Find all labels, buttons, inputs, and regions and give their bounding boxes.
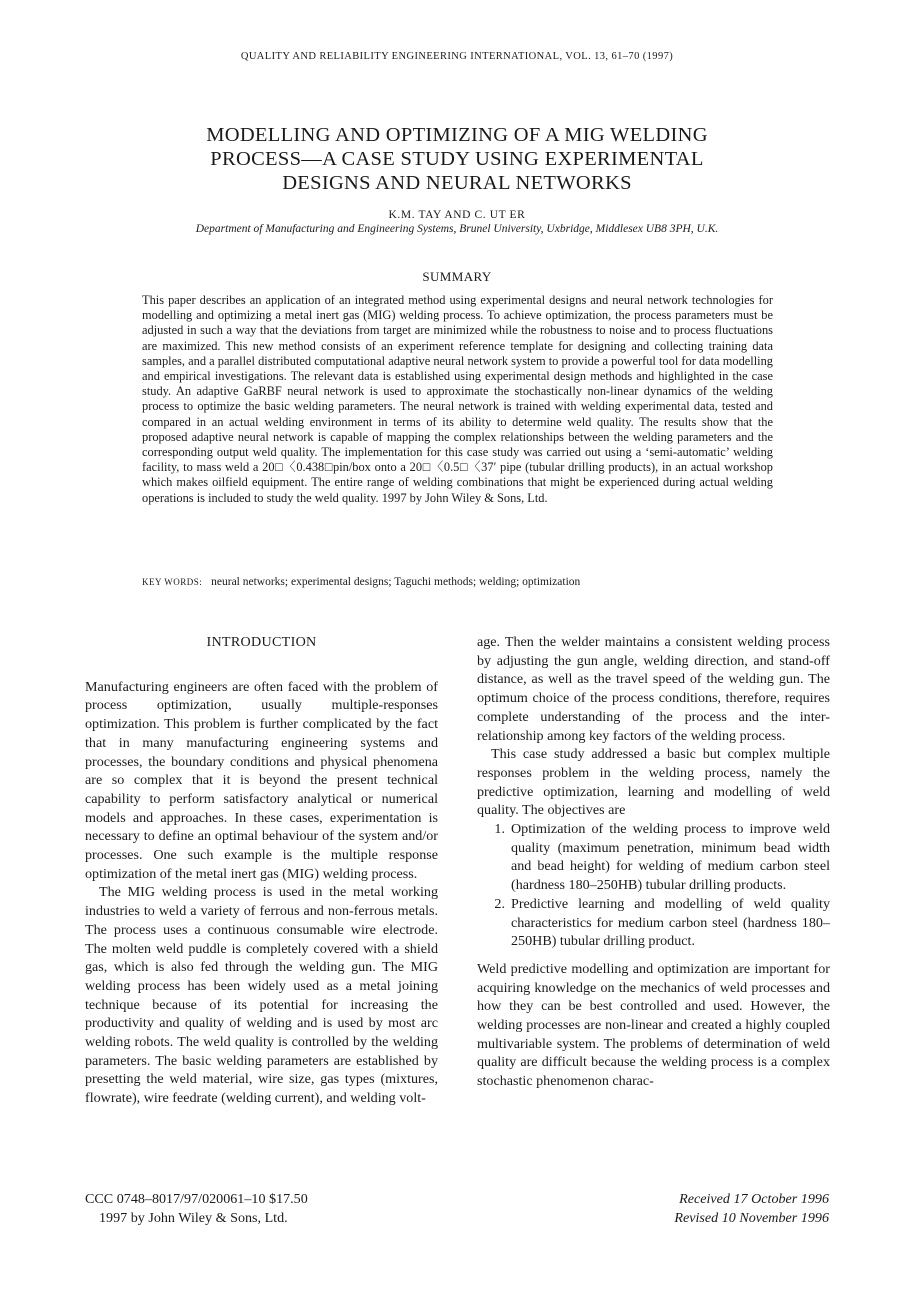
- spacer: [477, 951, 830, 960]
- right-column: [477, 633, 830, 1091]
- footer-left: [85, 1190, 308, 1228]
- intro-paragraph-4: This case study addressed a basic but complex multiple responses problem in the welding process, namely the predictive optimization, learning and modelling of weld quality. The objectives are: [477, 746, 830, 819]
- title-line-1: MODELLING AND OPTIMIZING OF A MIG WELDING: [206, 124, 708, 146]
- list-number: 2.: [494, 895, 505, 912]
- keywords: [142, 576, 782, 588]
- introduction-heading: INTRODUCTION: [206, 634, 317, 650]
- title-line-3: DESIGNS AND NEURAL NETWORKS: [282, 172, 632, 194]
- list-item: [477, 820, 830, 895]
- intro-paragraph-3: age. Then the welder maintains a consistent welding process by adjusting the gun angle, welding direction, and stand-off distance, as well as the travel speed of the welding gun. The optimum choice of the process conditions, therefore, requires complete understanding of the process and the inter-relationship among key factors of the welding process.: [477, 634, 830, 744]
- objectives-list: [477, 820, 830, 951]
- footer-right: [674, 1190, 829, 1228]
- intro-paragraph-2: The MIG welding process is used in the metal working industries to weld a variety of ferrous and non-ferrous metals. The process uses a continuous consumable wire electrode. The molten weld puddle is completely covered with a shield gas, which is also fed through the welding gun. The MIG welding process has been widely used as a metal joining technique because of its potential for increasing the productivity and quality of welding and is used by most arc welding robots. The weld quality is controlled by the welding parameters. The basic welding parameters are established by presetting the weld material, wire size, gas types (mixtures, flowrate), wire feedrate (welding current), and welding volt-: [85, 884, 438, 1107]
- list-number: 1.: [494, 821, 505, 838]
- ccc-code: CCC 0748–8017/97/020061–10 $17.50: [85, 1191, 308, 1207]
- list-item: [477, 895, 830, 951]
- running-head: QUALITY AND RELIABILITY ENGINEERING INTERNATIONAL, VOL. 13, 61–70 (1997): [240, 51, 674, 62]
- title-line-2: PROCESS—A CASE STUDY USING EXPERIMENTAL: [210, 148, 704, 170]
- list-text: Predictive learning and modelling of weld quality characteristics for medium carbon steel (hardness 180–250HB) tubular drilling product.: [511, 895, 830, 950]
- intro-paragraph-1: Manufacturing engineers are often faced with the problem of process optimization, usually multiple-responses optimization. This problem is further complicated by the fact that in many manufacturing engineering systems and processes, the boundary conditions and physical phenomena are so complex that it is beyond the present technical capability to perform satisfactory analytical or numerical models and approaches. In these cases, experimentation is necessary to define an optimal behaviour of the system and/or processes. One such example is the multiple response optimization of the metal inert gas (MIG) welding process.: [85, 678, 438, 882]
- keywords-text: neural networks; experimental designs; Taguchi methods; welding; optimization: [211, 576, 581, 588]
- intro-paragraph-5: Weld predictive modelling and optimization are important for acquiring knowledge on the mechanics of weld processes and how they can be best controlled and used. However, the welding processes are non-linear and created a highly coupled multivariable system. The problems of determination of weld quality are difficult because the welding process is a complex stochastic phenomenon charac-: [477, 960, 830, 1090]
- left-column: [85, 633, 438, 1108]
- received-date: Received 17 October 1996: [679, 1191, 829, 1207]
- summary-heading: SUMMARY: [422, 269, 492, 284]
- affiliation: Department of Manufacturing and Engineering Systems, Brunel University, Uxbridge, Middlesex UB8 3PH, U.K.: [195, 223, 719, 235]
- paper-title: [100, 123, 814, 195]
- copyright: 1997 by John Wiley & Sons, Ltd.: [99, 1210, 288, 1226]
- authors: K.M. TAY AND C. UT ER: [388, 209, 526, 221]
- keywords-label: KEY WORDS:: [142, 577, 203, 587]
- summary-text: This paper describes an application of an integrated method using experimental designs and neural network technologies for modelling and optimizing a metal inert gas (MIG) welding process. To achieve optimization, the process parameters must be adjusted in such a way that the deviations from target are minimized while the robustness to noise and to process fluctuations are maximized. This new method consists of an experiment reference template for designing and collecting training data samples, and a parallel distributed computational adaptive neural network system to provide a powerful tool for data modelling and empirical investigations. The relevant data is established using experimental design methods and highlighted in the case study. An adaptive GaRBF neural network is used to approximate the stochastically non-linear dynamics of the welding process to optimize the basic welding parameters. The neural network is trained with welding experimental data, tested and compared in an actual welding environment in terms of its ability to determine weld quality. The results show that the proposed adaptive neural network is capable of mapping the complex relationships between the welding parameters and the corresponding output weld quality. The implementation for this case study was carried out using a ‘semi-automatic’ welding facility, to mass weld a 20□〈0.438□pin/box onto a 20□〈0.5□〈37′ pipe (tubular drilling products), in an actual workshop which makes oilfield equipment. The entire range of welding combinations that might be experienced during actual welding operations is included to study the weld quality. 1997 by John Wiley & Sons, Ltd.: [142, 293, 773, 505]
- revised-date: Revised 10 November 1996: [674, 1210, 829, 1226]
- list-text: Optimization of the welding process to improve weld quality (maximum penetration, minimum bead width and bead height) for welding of medium carbon steel (hardness 180–250HB) tubular drilling products.: [511, 821, 830, 894]
